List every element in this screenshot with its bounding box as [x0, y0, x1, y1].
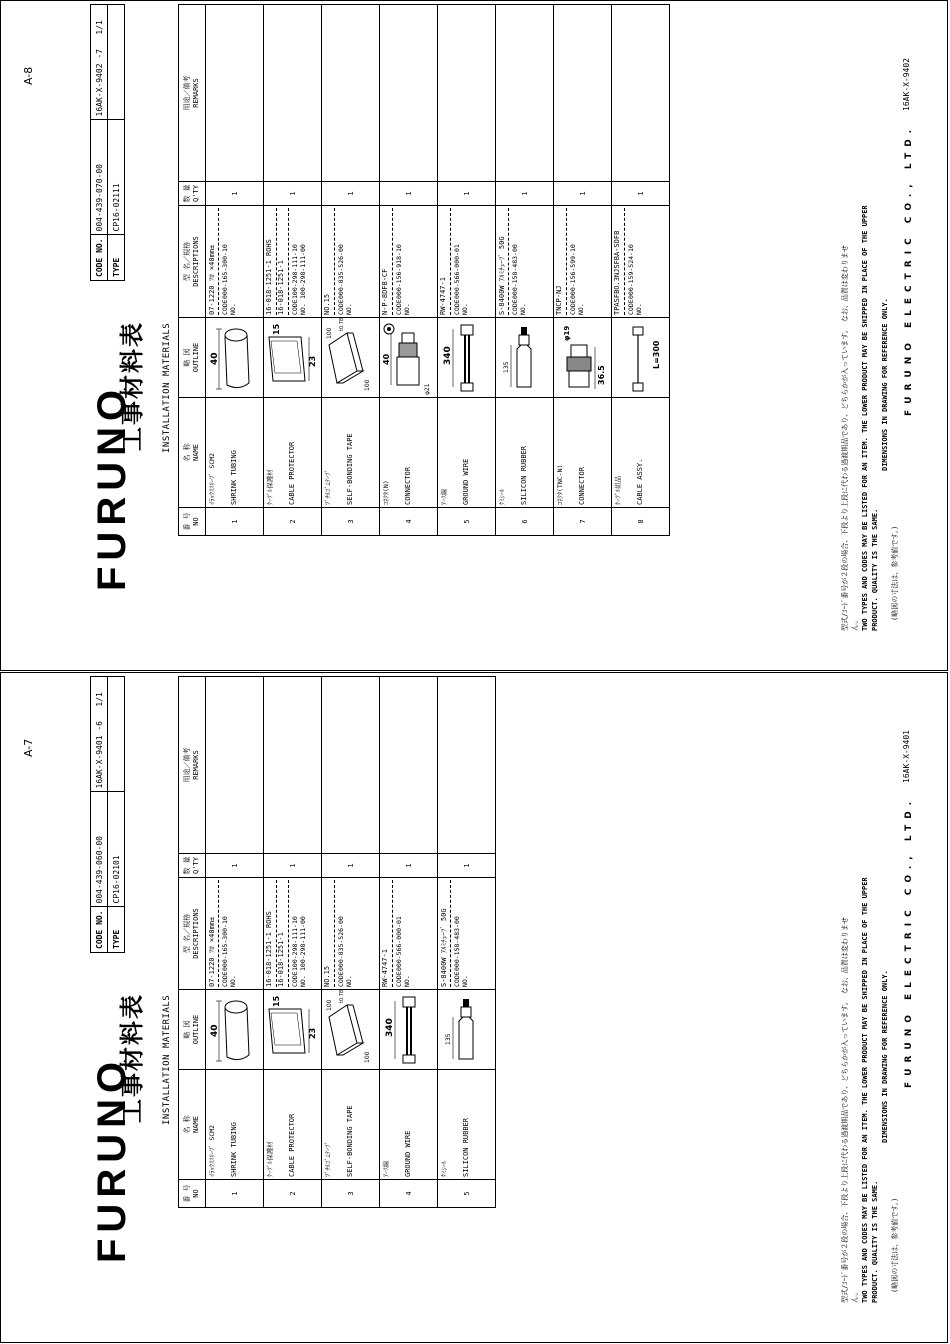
item-number: 8	[612, 508, 670, 536]
svg-text:135: 135	[503, 361, 510, 373]
item-description: N-P-8DFB-CF	[381, 208, 393, 315]
item-name-japanese: ﾌﾞﾁﾙｺﾞﾑﾃｰﾌﾟ	[324, 469, 332, 505]
svg-text:340: 340	[443, 346, 453, 365]
item-description: 07-1220 ﾌﾛ ×40mm±	[207, 880, 219, 987]
item-description-2: 16-018-1251-1	[277, 208, 289, 315]
code-label: CODE NO.	[221, 971, 237, 987]
item-remarks	[612, 5, 670, 182]
page-number: A-7	[22, 738, 35, 757]
header-descriptions: 型 名／規格 DESCRIPTIONS	[179, 878, 206, 990]
item-description: RW-4747-1	[439, 208, 451, 315]
item-name	[380, 398, 438, 508]
item-name-japanese: ｹｰﾌﾞﾙ保護材	[266, 1141, 274, 1177]
table-row	[206, 5, 264, 536]
item-name-english: GROUND WIRE	[404, 1130, 412, 1177]
svg-text:100: 100	[326, 999, 333, 1011]
item-number: 1	[206, 508, 264, 536]
item-description: TNCP-NJ	[555, 208, 567, 315]
page-a7	[0, 672, 948, 1343]
item-description: TPASFBO.3NJSFBA-SDFB	[613, 208, 625, 315]
note-japanese-2: (略図の寸法は、参考値です。)	[891, 1197, 899, 1293]
code-label: CODE NO.	[291, 299, 307, 315]
header-outline: 略 図 OUTLINE	[179, 318, 206, 398]
item-quantity: 1	[554, 182, 612, 206]
code-label: CODE NO.	[511, 299, 527, 315]
item-remarks	[322, 5, 380, 182]
code-label: CODE NO.	[453, 971, 469, 987]
item-code-2: 100-298-111-00	[299, 244, 307, 299]
item-quantity: 1	[206, 854, 264, 878]
header-no: 番 号 NO	[179, 1180, 206, 1208]
svg-text:23: 23	[308, 355, 317, 367]
item-descriptions	[554, 206, 612, 318]
note-japanese-cont: ん。	[851, 616, 859, 631]
item-remarks	[264, 5, 322, 182]
item-number: 6	[496, 508, 554, 536]
item-number: 1	[206, 1180, 264, 1208]
item-remarks	[380, 5, 438, 182]
item-quantity: 1	[438, 182, 496, 206]
item-name-japanese: ｺﾈｸﾀ(TNC-N)	[556, 464, 564, 505]
item-outline-drawing	[206, 318, 264, 398]
item-name-japanese: ｲﾗｯｸｽｽﾘｰﾌﾞ SCM2	[208, 452, 216, 505]
svg-text:t0.78: t0.78	[339, 989, 345, 1003]
drawing-number: 16AK-X-9402 -7 1/1	[91, 5, 108, 120]
title-japanese: 工事材料表	[118, 321, 146, 451]
item-descriptions	[496, 206, 554, 318]
item-name-japanese: ｹｰﾌﾞﾙ組品	[614, 475, 622, 505]
item-outline-drawing	[322, 990, 380, 1070]
item-number: 3	[322, 508, 380, 536]
item-name-english: CABLE PROTECTOR	[288, 441, 296, 505]
header-no: 番 号 NO	[179, 508, 206, 536]
item-description: 16-018-1251-1 ROHS	[265, 208, 277, 315]
header-qty: 数 量 Q'TY	[179, 182, 206, 206]
item-code: 000-835-526-00	[337, 916, 345, 971]
item-remarks	[438, 677, 496, 854]
furuno-logo: FURUNO	[90, 383, 134, 591]
header-qty: 数 量 Q'TY	[179, 854, 206, 878]
table-row	[206, 677, 264, 1208]
item-code: 000-158-483-00	[511, 244, 519, 299]
svg-text:φ19: φ19	[563, 325, 571, 341]
item-outline-drawing	[612, 318, 670, 398]
item-name	[322, 1070, 380, 1180]
item-number: 4	[380, 508, 438, 536]
note-english-3: DIMENSIONS IN DRAWING FOR REFERENCE ONLY.	[881, 298, 889, 471]
table-row	[612, 5, 670, 536]
item-name-english: SHRINK TUBING	[230, 450, 238, 505]
page-a8	[0, 0, 948, 671]
item-name-english: SHRINK TUBING	[230, 1122, 238, 1177]
item-quantity: 1	[380, 182, 438, 206]
svg-text:100: 100	[364, 1051, 371, 1063]
item-descriptions	[612, 206, 670, 318]
item-name-english: GROUND WIRE	[462, 458, 470, 505]
item-outline-drawing	[206, 990, 264, 1070]
document-id: 16AK-X-9401	[902, 730, 911, 783]
svg-text:340: 340	[385, 1018, 395, 1037]
item-quantity: 1	[206, 182, 264, 206]
drawing-number: 16AK-X-9401 -6 1/1	[91, 677, 108, 792]
item-descriptions	[206, 206, 264, 318]
item-descriptions	[322, 206, 380, 318]
note-japanese: 型式/ｺｰﾄﾞ番号が２段の場合、下段より上段に代わる過渡期品であり、どちらかが入っています。 なお、品質は変わりませ	[841, 245, 849, 631]
item-name	[380, 1070, 438, 1180]
item-name	[206, 398, 264, 508]
note-english-2: PRODUCT. QUALITY IS THE SAME.	[871, 1180, 879, 1303]
item-quantity: 1	[264, 854, 322, 878]
item-outline-drawing	[380, 990, 438, 1070]
item-number: 2	[264, 1180, 322, 1208]
code-label: CODE NO.	[337, 299, 353, 315]
item-number: 7	[554, 508, 612, 536]
code-box	[90, 676, 125, 953]
item-descriptions	[264, 206, 322, 318]
item-code: 000-835-526-00	[337, 244, 345, 299]
item-remarks	[322, 677, 380, 854]
item-name-english: SILICON RUBBER	[462, 1117, 470, 1177]
type-value: CP16-02111	[108, 120, 125, 235]
item-remarks	[206, 677, 264, 854]
item-quantity: 1	[496, 182, 554, 206]
item-name-english: SILICON RUBBER	[520, 445, 528, 505]
item-descriptions	[264, 878, 322, 990]
svg-text:15: 15	[272, 323, 281, 335]
item-description: S-8400W ｱﾙﾐﾁｭｰﾌﾞ 50G	[497, 208, 509, 315]
table-row	[554, 5, 612, 536]
table-row	[264, 5, 322, 536]
item-name-japanese: ｹﾐｼｰﾙ	[498, 488, 506, 505]
item-quantity: 1	[322, 854, 380, 878]
item-number: 5	[438, 1180, 496, 1208]
page-number: A-8	[22, 66, 35, 85]
notes	[840, 31, 900, 631]
item-code: 100-298-111-10	[291, 916, 299, 971]
code-label: CODE NO.	[453, 299, 469, 315]
header-name: 名 称 NAME	[179, 398, 206, 508]
item-remarks	[554, 5, 612, 182]
table-row	[496, 5, 554, 536]
item-name	[438, 1070, 496, 1180]
item-remarks	[206, 5, 264, 182]
item-outline-drawing	[554, 318, 612, 398]
item-outline-drawing	[264, 318, 322, 398]
header-descriptions: 型 名／規格 DESCRIPTIONS	[179, 206, 206, 318]
item-name-japanese: ｺﾈｸﾀ(N)	[382, 480, 390, 505]
item-quantity: 1	[380, 854, 438, 878]
item-name-english: SELF-BONDING TAPE	[346, 433, 354, 505]
item-descriptions	[438, 206, 496, 318]
item-code: 100-298-111-10	[291, 244, 299, 299]
table-header-row	[179, 677, 206, 1208]
item-name-japanese: ｱｰｽ線	[382, 1160, 390, 1177]
note-english-2: PRODUCT. QUALITY IS THE SAME.	[871, 508, 879, 631]
item-code: 000-566-000-01	[453, 244, 461, 299]
item-name-japanese: ｹｰﾌﾞﾙ保護材	[266, 469, 274, 505]
header-remarks: 用途／備考 REMARKS	[179, 677, 206, 854]
svg-text:135: 135	[445, 1033, 452, 1045]
materials-table	[178, 676, 496, 1208]
item-name-english: SELF-BONDING TAPE	[346, 1105, 354, 1177]
code-label: CODE NO.	[395, 299, 411, 315]
code-label: CODE NO.	[569, 299, 585, 315]
item-name	[438, 398, 496, 508]
item-outline-drawing	[264, 990, 322, 1070]
item-descriptions	[380, 878, 438, 990]
item-descriptions	[206, 878, 264, 990]
table-row	[380, 5, 438, 536]
item-code: 000-566-000-01	[395, 916, 403, 971]
svg-text:φ21: φ21	[424, 383, 431, 395]
svg-text:40: 40	[210, 352, 220, 365]
note-japanese-cont: ん。	[851, 1288, 859, 1303]
item-outline-drawing	[322, 318, 380, 398]
item-code: 000-156-599-10	[569, 244, 577, 299]
svg-text:40: 40	[382, 353, 391, 365]
header-outline: 略 図 OUTLINE	[179, 990, 206, 1070]
table-row	[380, 677, 438, 1208]
item-number: 3	[322, 1180, 380, 1208]
item-name-english: CONNECTOR	[578, 467, 586, 505]
item-name	[496, 398, 554, 508]
note-japanese-2: (略図の寸法は、参考値です。)	[891, 525, 899, 621]
item-number: 5	[438, 508, 496, 536]
svg-text:23: 23	[308, 1027, 317, 1039]
table-row	[322, 677, 380, 1208]
page-content	[2, 2, 948, 671]
item-name	[264, 1070, 322, 1180]
item-code: 000-165-300-10	[221, 244, 229, 299]
furuno-logo: FURUNO	[90, 1055, 134, 1263]
item-description: NO.15	[323, 208, 335, 315]
item-descriptions	[322, 878, 380, 990]
item-quantity: 1	[438, 854, 496, 878]
title-english: INSTALLATION MATERIALS	[162, 994, 172, 1125]
item-code-2: 100-298-111-00	[299, 916, 307, 971]
svg-text:100: 100	[364, 379, 371, 391]
item-name	[612, 398, 670, 508]
code-label: CODE NO.	[627, 299, 643, 315]
code-label: CODE NO.	[395, 971, 411, 987]
sheet-number: 1/1	[94, 20, 104, 35]
svg-text:36.5: 36.5	[597, 365, 606, 385]
item-code: 000-158-483-00	[453, 916, 461, 971]
item-description: NO.15	[323, 880, 335, 987]
note-japanese: 型式/ｺｰﾄﾞ番号が２段の場合、下段より上段に代わる過渡期品であり、どちらかが入っています。 なお、品質は変わりませ	[841, 917, 849, 1303]
item-code: 000-159-524-10	[627, 244, 635, 299]
table-header-row	[179, 5, 206, 536]
item-descriptions	[380, 206, 438, 318]
item-remarks	[380, 677, 438, 854]
code-label: CODE NO.	[337, 971, 353, 987]
notes	[840, 703, 900, 1303]
code-no-label: CODE NO.	[91, 235, 108, 281]
item-remarks	[264, 677, 322, 854]
item-name	[554, 398, 612, 508]
item-quantity: 1	[322, 182, 380, 206]
page-content	[2, 674, 948, 1343]
item-outline-drawing	[438, 318, 496, 398]
svg-text:40: 40	[210, 1024, 220, 1037]
code-label: CODE NO.	[221, 299, 237, 315]
type-value: CP16-02101	[108, 792, 125, 907]
svg-text:100: 100	[326, 327, 333, 339]
item-quantity: 1	[612, 182, 670, 206]
table-row	[438, 5, 496, 536]
sheet-number: 1/1	[94, 692, 104, 707]
header-remarks: 用途／備考 REMARKS	[179, 5, 206, 182]
table-row	[264, 677, 322, 1208]
item-description: S-8400W ｱﾙﾐﾁｭｰﾌﾞ 50G	[439, 880, 451, 987]
item-name-japanese: ｲﾗｯｸｽｽﾘｰﾌﾞ SCM2	[208, 1124, 216, 1177]
svg-text:t0.78: t0.78	[339, 317, 345, 331]
title-english: INSTALLATION MATERIALS	[162, 322, 172, 453]
item-remarks	[496, 5, 554, 182]
item-outline-drawing	[438, 990, 496, 1070]
item-outline-drawing	[496, 318, 554, 398]
item-description: RW-4747-1	[381, 880, 393, 987]
svg-text:15: 15	[272, 995, 281, 1007]
type-label: TYPE	[108, 907, 125, 953]
header-name: 名 称 NAME	[179, 1070, 206, 1180]
item-name-japanese: ｹﾐｼｰﾙ	[440, 1160, 448, 1177]
svg-text:L=300: L=300	[652, 340, 661, 369]
item-name-english: CONNECTOR	[404, 467, 412, 505]
note-english-1: TWO TYPES AND CODES MAY BE LISTED FOR AN ITEM. THE LOWER PRODUCT MAY BE SHIPPED IN PLACE OF THE UPPER	[861, 877, 869, 1303]
item-name	[206, 1070, 264, 1180]
item-number: 4	[380, 1180, 438, 1208]
item-name-japanese: ｱｰｽ線	[440, 488, 448, 505]
item-name-english: CABLE PROTECTOR	[288, 1113, 296, 1177]
type-label: TYPE	[108, 235, 125, 281]
item-outline-drawing	[380, 318, 438, 398]
item-description-2: 16-018-1251-1	[277, 880, 289, 987]
item-code: 000-165-300-10	[221, 916, 229, 971]
code-no-value: 004-439-060-00	[91, 792, 108, 907]
table-row	[322, 5, 380, 536]
item-quantity: 1	[264, 182, 322, 206]
item-name-japanese: ﾌﾞﾁﾙｺﾞﾑﾃｰﾌﾟ	[324, 1141, 332, 1177]
item-name-english: CABLE ASSY.	[636, 458, 644, 505]
title-japanese: 工事材料表	[118, 993, 146, 1123]
code-no-label: CODE NO.	[91, 907, 108, 953]
item-description: 16-018-1251-1 ROHS	[265, 880, 277, 987]
code-label: CODE NO.	[291, 971, 307, 987]
item-name	[322, 398, 380, 508]
item-description: 07-1220 ﾌﾛ ×40mm±	[207, 208, 219, 315]
code-no-value: 004-439-070-00	[91, 120, 108, 235]
company-name: FURUNO ELECTRIC CO., LTD.	[904, 123, 914, 416]
item-remarks	[438, 5, 496, 182]
document-id: 16AK-X-9402	[902, 58, 911, 111]
note-english-3: DIMENSIONS IN DRAWING FOR REFERENCE ONLY.	[881, 970, 889, 1143]
note-english-1: TWO TYPES AND CODES MAY BE LISTED FOR AN ITEM. THE LOWER PRODUCT MAY BE SHIPPED IN PLACE OF THE UPPER	[861, 205, 869, 631]
item-number: 2	[264, 508, 322, 536]
item-name	[264, 398, 322, 508]
item-descriptions	[438, 878, 496, 990]
company-name: FURUNO ELECTRIC CO., LTD.	[904, 795, 914, 1088]
table-row	[438, 677, 496, 1208]
item-code: 000-156-918-10	[395, 244, 403, 299]
materials-table	[178, 4, 670, 536]
code-box	[90, 4, 125, 281]
